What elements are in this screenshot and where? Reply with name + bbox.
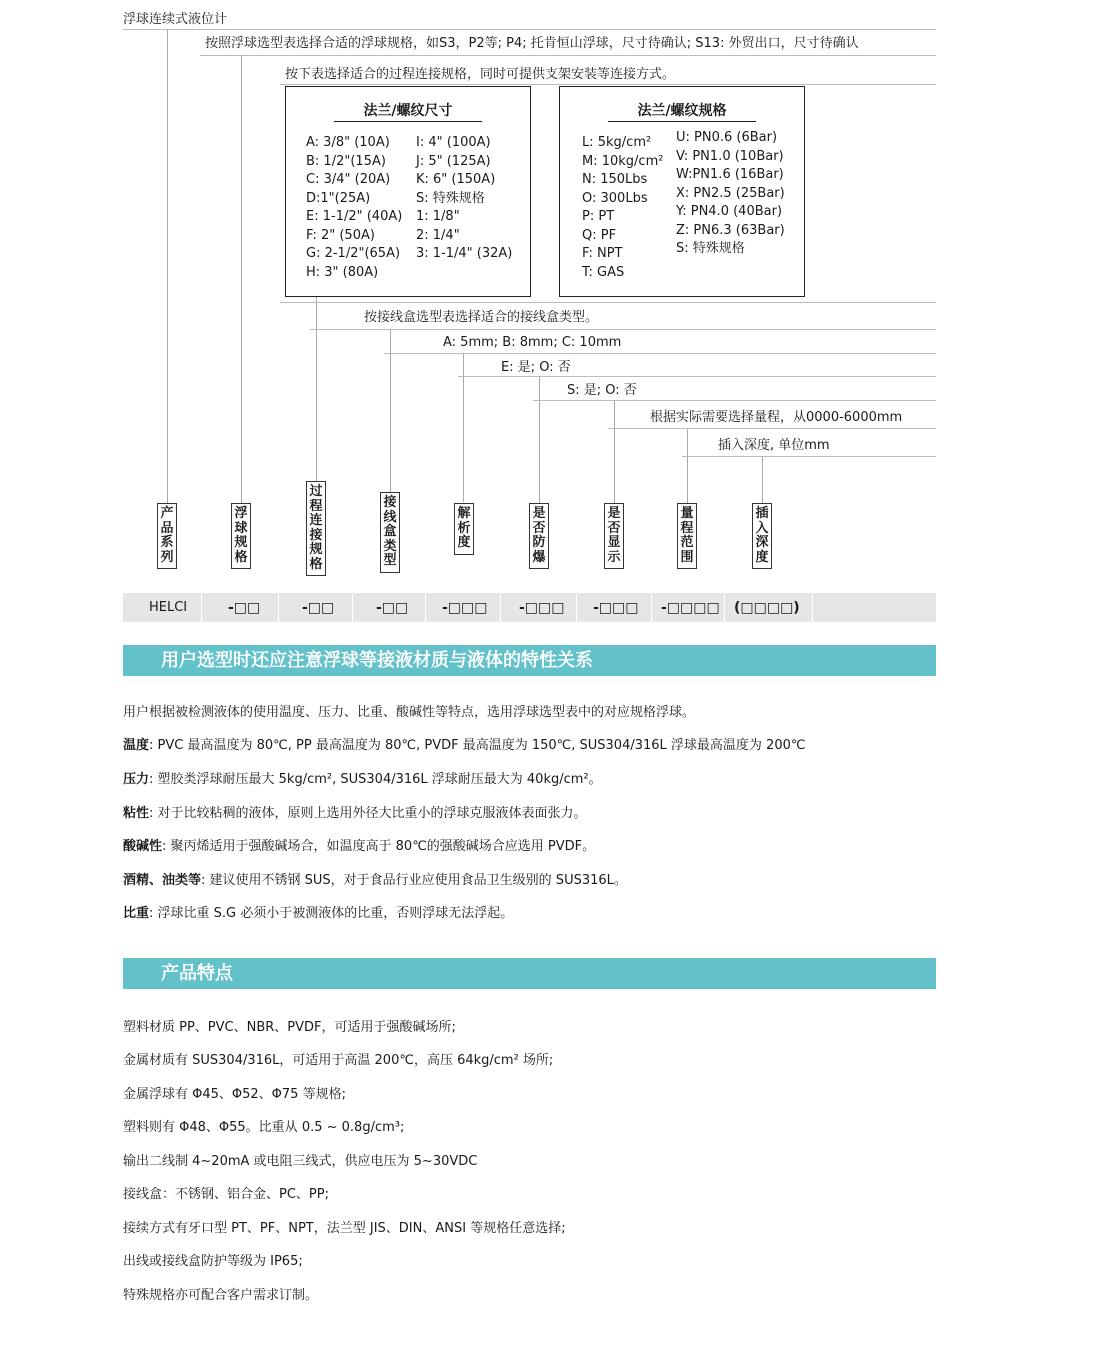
model-code-explosion: -□□□ bbox=[519, 600, 565, 616]
list-item: G: 2-1/2"(65A) bbox=[306, 246, 401, 261]
material-item-temperature bbox=[123, 738, 805, 754]
item-label: 压力 bbox=[123, 772, 150, 787]
divider bbox=[200, 55, 936, 56]
feature-item: 特殊规格亦可配合客户需求订制。 bbox=[123, 1288, 319, 1303]
model-code-junction: -□□ bbox=[376, 600, 409, 616]
tag-product-series: 产品系列 bbox=[157, 503, 177, 569]
range-note: 根据实际需要选择量程，从0000-6000mm bbox=[650, 410, 903, 425]
divider bbox=[608, 428, 936, 429]
item-text: : 塑胶类浮球耐压最大 5kg/cm², SUS304/316L 浮球耐压最大为 40kg/cm²。 bbox=[149, 772, 602, 787]
leader-line bbox=[316, 296, 317, 481]
divider bbox=[123, 29, 936, 30]
material-item-pressure bbox=[123, 772, 602, 788]
list-item: J: 5" (125A) bbox=[416, 153, 491, 169]
divider bbox=[458, 376, 936, 377]
list-item: S: 特殊规格 bbox=[416, 190, 485, 206]
section-title: 产品特点 bbox=[161, 963, 233, 984]
divider bbox=[280, 302, 936, 303]
list-item: I: 4" (100A) bbox=[416, 135, 491, 150]
tag-float-spec: 浮球规格 bbox=[231, 503, 251, 569]
leader-line bbox=[539, 377, 540, 503]
leader-line bbox=[167, 29, 168, 503]
list-item: O: 300Lbs bbox=[582, 190, 648, 206]
model-code-depth: (□□□□) bbox=[734, 600, 800, 616]
list-item: L: 5kg/cm² bbox=[582, 135, 652, 150]
divider bbox=[608, 121, 756, 122]
divider bbox=[682, 456, 936, 457]
separator bbox=[651, 593, 652, 622]
divider bbox=[334, 121, 482, 122]
item-text: : PVC 最高温度为 80℃, PP 最高温度为 80℃, PVDF 最高温度为 150℃, SUS304/316L 浮球最高温度为 200℃ bbox=[149, 738, 806, 753]
feature-item: 塑料则有 Φ48、Φ55。比重从 0.5 ~ 0.8g/cm³; bbox=[123, 1120, 405, 1135]
separator bbox=[201, 593, 202, 622]
process-connection-note: 按下表选择适合的过程连接规格，同时可提供支架安装等连接方式。 bbox=[285, 67, 676, 82]
display-options: S: 是; O: 否 bbox=[567, 383, 637, 398]
item-label: 粘性 bbox=[123, 806, 150, 821]
flange-spec-title: 法兰/螺纹规格 bbox=[637, 103, 727, 119]
material-item-alcohol-oil bbox=[123, 873, 627, 889]
feature-item: 输出二线制 4~20mA 或电阻三线式，供应电压为 5~30VDC bbox=[123, 1154, 478, 1169]
list-item: F: 2" (50A) bbox=[306, 227, 375, 243]
list-item: U: PN0.6 (6Bar) bbox=[676, 130, 778, 145]
list-item: T: GAS bbox=[582, 264, 625, 280]
section-banner-features bbox=[123, 958, 936, 989]
separator bbox=[352, 593, 353, 622]
list-item: Z: PN6.3 (63Bar) bbox=[676, 222, 785, 238]
separator bbox=[724, 593, 725, 622]
flange-size-left-list bbox=[306, 134, 402, 282]
list-item: B: 1/2"(15A) bbox=[306, 153, 386, 169]
list-item: 3: 1-1/4" (32A) bbox=[416, 246, 513, 261]
list-item: W:PN1.6 (16Bar) bbox=[676, 167, 784, 182]
model-code-series: HELCI bbox=[149, 600, 188, 615]
list-item: M: 10kg/cm² bbox=[582, 153, 664, 169]
item-text: : 对于比较粘稠的液体，原则上选用外径大比重小的浮球克服液体表面张力。 bbox=[149, 806, 587, 821]
leader-line bbox=[687, 429, 688, 503]
junction-box-note: 按接线盒选型表选择适合的接线盒类型。 bbox=[364, 310, 599, 325]
item-label: 温度 bbox=[123, 738, 150, 753]
leader-line bbox=[241, 55, 242, 503]
feature-item: 金属材质有 SUS304/316L，可适用于高温 200℃，高压 64kg/cm² 场所; bbox=[123, 1053, 554, 1068]
item-label: 比重 bbox=[123, 906, 150, 921]
explosion-options: E: 是; O: 否 bbox=[501, 360, 571, 375]
tag-junction-box: 接线盒类型 bbox=[380, 492, 400, 573]
flange-spec-left-list bbox=[582, 134, 663, 282]
list-item: 2: 1/4" bbox=[416, 227, 460, 243]
list-item: 1: 1/8" bbox=[416, 209, 460, 224]
feature-item: 金属浮球有 Φ45、Φ52、Φ75 等规格; bbox=[123, 1087, 346, 1102]
list-item: Y: PN4.0 (40Bar) bbox=[676, 204, 783, 219]
divider bbox=[384, 353, 936, 354]
flange-spec-right-list bbox=[676, 129, 785, 259]
float-spec-note: 按照浮球选型表选择合适的浮球规格，如S3，P2等; P4; 托肯恒山浮球，尺寸待确认; S13: 外贸出口，尺寸待确认 bbox=[205, 36, 859, 51]
depth-note: 插入深度, 单位mm bbox=[718, 438, 830, 453]
leader-line bbox=[762, 457, 763, 503]
model-code-display: -□□□ bbox=[593, 600, 639, 616]
material-item-specific-gravity bbox=[123, 906, 513, 922]
leader-line bbox=[614, 401, 615, 503]
feature-item: 出线或接线盒防护等级为 IP65; bbox=[123, 1254, 303, 1269]
separator bbox=[278, 593, 279, 622]
model-code-float: -□□ bbox=[228, 600, 261, 616]
divider bbox=[280, 84, 936, 85]
item-label: 酸碱性 bbox=[123, 839, 163, 854]
list-item: N: 150Lbs bbox=[582, 172, 648, 187]
tag-display: 是否显示 bbox=[604, 503, 624, 569]
item-text: : 建议使用不锈钢 SUS，对于食品行业应使用食品卫生级别的 SUS316L。 bbox=[201, 873, 627, 888]
section-banner-material bbox=[123, 645, 936, 676]
leader-line bbox=[390, 330, 391, 492]
model-code-connection: -□□ bbox=[302, 600, 335, 616]
feature-item: 接线盒：不锈钢、铝合金、PC、PP; bbox=[123, 1187, 329, 1202]
list-item: K: 6" (150A) bbox=[416, 172, 496, 187]
list-item: D:1"(25A) bbox=[306, 190, 371, 206]
separator bbox=[500, 593, 501, 622]
list-item: X: PN2.5 (25Bar) bbox=[676, 185, 785, 201]
flange-spec-box bbox=[559, 86, 805, 297]
list-item: S: 特殊规格 bbox=[676, 241, 745, 256]
flange-size-title: 法兰/螺纹尺寸 bbox=[363, 103, 453, 119]
section-title: 用户选型时还应注意浮球等接液材质与液体的特性关系 bbox=[161, 650, 593, 671]
list-item: V: PN1.0 (10Bar) bbox=[676, 148, 784, 164]
tag-range: 量程范围 bbox=[677, 503, 697, 569]
tag-explosion-proof: 是否防爆 bbox=[529, 503, 549, 569]
separator bbox=[425, 593, 426, 622]
list-item: Q: PF bbox=[582, 227, 617, 243]
list-item: P: PT bbox=[582, 209, 615, 224]
product-title: 浮球连续式液位计 bbox=[123, 12, 228, 27]
material-intro: 用户根据被检测液体的使用温度、压力、比重、酸碱性等特点，选用浮球选型表中的对应规格浮球。 bbox=[123, 705, 696, 720]
item-text: : 聚丙烯适用于强酸碱场合，如温度高于 80℃的强酸碱场合应选用 PVDF。 bbox=[162, 839, 596, 854]
list-item: A: 3/8" (10A) bbox=[306, 135, 390, 150]
material-item-acidity bbox=[123, 839, 595, 855]
tag-process-connection: 过程连接规格 bbox=[306, 481, 326, 576]
list-item: C: 3/4" (20A) bbox=[306, 172, 391, 187]
divider bbox=[533, 400, 936, 401]
item-label: 酒精、油类等 bbox=[123, 873, 202, 888]
tag-insertion-depth: 插入深度 bbox=[752, 503, 772, 569]
list-item: E: 1-1/2" (40A) bbox=[306, 209, 403, 224]
resolution-options: A: 5mm; B: 8mm; C: 10mm bbox=[443, 335, 622, 350]
list-item: H: 3" (80A) bbox=[306, 264, 379, 280]
flange-size-box bbox=[285, 86, 531, 297]
feature-item: 塑料材质 PP、PVC、NBR、PVDF，可适用于强酸碱场所; bbox=[123, 1020, 456, 1035]
model-code-resolution: -□□□ bbox=[442, 600, 488, 616]
divider bbox=[310, 329, 936, 330]
tag-resolution: 解析度 bbox=[454, 503, 474, 555]
separator bbox=[812, 593, 813, 622]
separator bbox=[576, 593, 577, 622]
item-text: : 浮球比重 S.G 必须小于被测液体的比重，否则浮球无法浮起。 bbox=[149, 906, 514, 921]
flange-size-right-list bbox=[416, 134, 512, 264]
material-item-viscosity bbox=[123, 806, 587, 822]
list-item: F: NPT bbox=[582, 246, 623, 261]
model-code-range: -□□□□ bbox=[661, 600, 720, 616]
feature-item: 接续方式有牙口型 PT、PF、NPT，法兰型 JIS、DIN、ANSI 等规格任意选择; bbox=[123, 1221, 566, 1236]
